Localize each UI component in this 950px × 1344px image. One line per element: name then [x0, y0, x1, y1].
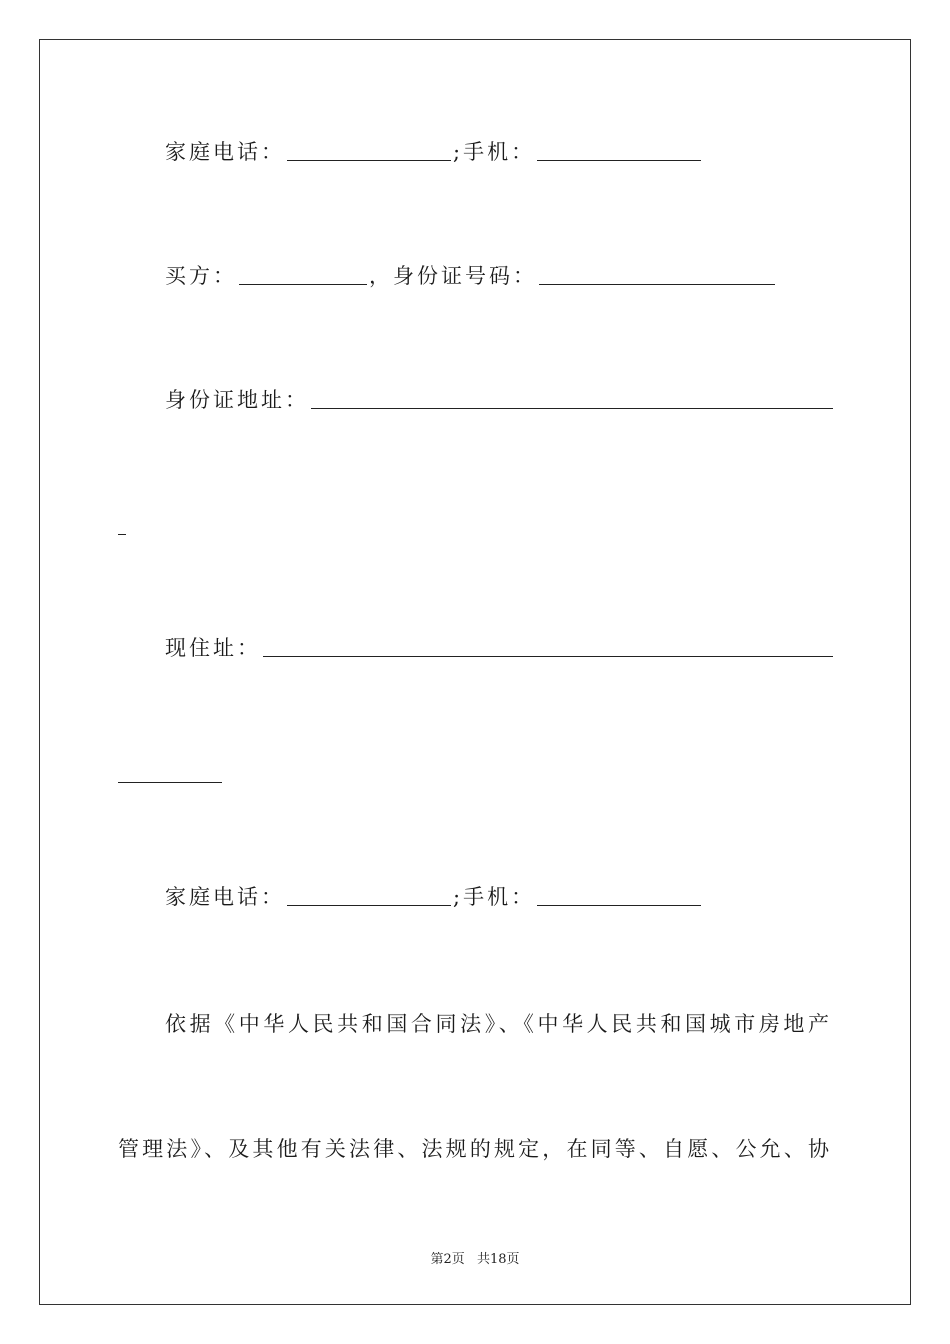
page-total: 共18页: [476, 1252, 520, 1267]
current-address-blank[interactable]: [263, 636, 833, 657]
current-address-blank-cont[interactable]: [118, 762, 222, 783]
page-frame: [39, 39, 911, 1305]
buyer-home-phone-blank[interactable]: [287, 885, 451, 906]
buyer-phone-line: [165, 883, 836, 911]
current-address-line: [165, 634, 836, 662]
id-address-continuation: [118, 512, 836, 540]
buyer-id-label: ，身份证号码：: [369, 264, 537, 288]
buyer-name-blank[interactable]: [239, 264, 367, 285]
buyer-home-phone-label: 家庭电话：: [165, 885, 285, 909]
paragraph-line-1: 依据《中华人民共和国合同法》、《中华人民共和国城市房地产: [165, 1012, 832, 1036]
home-phone-blank[interactable]: [287, 140, 451, 161]
mobile-label: ;手机：: [453, 140, 536, 164]
buyer-mobile-label: ;手机：: [453, 885, 536, 909]
buyer-mobile-blank[interactable]: [537, 885, 701, 906]
paragraph-line-2: 管理法》、及其他有关法律、法规的规定，在同等、自愿、公允、协: [118, 1137, 832, 1161]
buyer-label: 买方：: [165, 264, 237, 288]
current-address-label: 现住址：: [165, 636, 261, 660]
id-address-label: 身份证地址：: [165, 388, 309, 412]
home-phone-label: 家庭电话：: [165, 140, 285, 164]
seller-phone-line: [165, 138, 836, 166]
buyer-id-blank[interactable]: [539, 264, 775, 285]
id-address-blank-cont[interactable]: [118, 514, 126, 535]
page-number: 第2页: [430, 1252, 465, 1267]
buyer-line: [165, 262, 836, 290]
page-footer: [0, 1248, 950, 1267]
mobile-blank[interactable]: [537, 140, 701, 161]
id-address-blank[interactable]: [311, 388, 833, 409]
id-address-line: [165, 386, 836, 414]
current-address-continuation: [118, 760, 836, 788]
